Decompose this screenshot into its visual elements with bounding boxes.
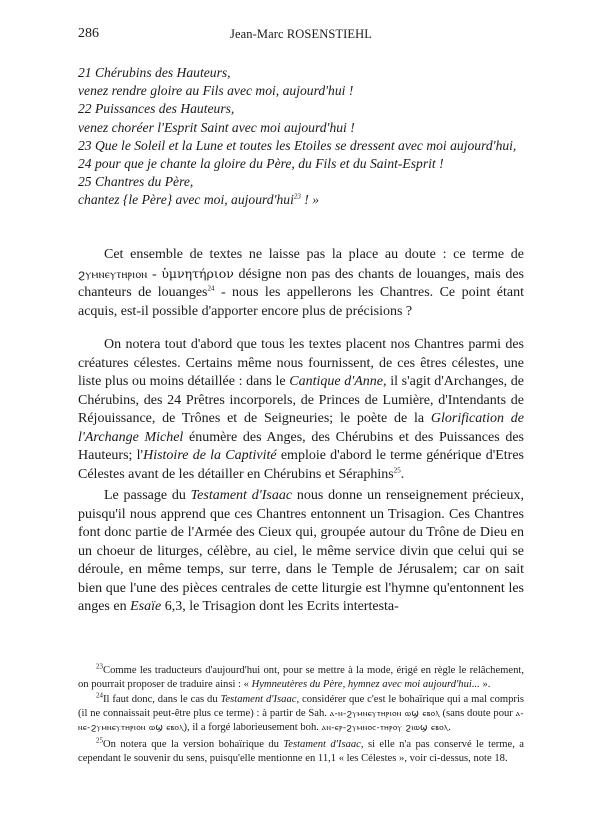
footnote-24-text-d: ), il a forgé laborieusement boh. [183,722,322,734]
p2-text-c: énumère des Anges, des Chérubins et des Puissances des Hauteurs; l' [78,429,524,463]
p2-text-e: . [400,466,405,482]
footnote-24-text-b: , considérer que c'est le bohaïrique qui a mal compris (il ne connaissait peut-être plus ce terme) : à partir de Sah. [78,694,525,719]
footnote-ref-23: 23 [293,192,301,201]
footnote-23-text: Comme les traducteurs d'aujourd'hui ont, pour se mettre à la mode, érigé en règle le relâchement, on pourrait proposer de traduire ainsi : « [78,665,524,690]
greek-term: ὑμνητήριον [161,265,234,281]
p1-sep: - [147,266,162,282]
title-cantique-anne: Cantique d'Anne [289,374,384,389]
footnote-ref-25: 25 [393,465,401,474]
hymn-quotation [78,64,524,210]
footnote-number-23: 23 [96,662,103,671]
p2-text-a: On notera tout d'abord que tous les textes placent nos Chantres parmi des créatures célestes. Certains même nous fournissent, de ces êtres célestes, une liste plus ou moins détaillée : dans le [78,337,524,389]
footnote-24-text: Il faut donc, dans le cas du [103,694,221,706]
title-testament-isaac: Testament d'Isaac [190,488,293,503]
p1-text-b: désigne non pas des chants de louanges, mais des chanteurs de louanges [78,266,524,300]
book-esaie: Esaïe [130,599,162,614]
title-glorification-michel: Glorification de l'Archange Michel [78,411,524,445]
paragraph-1 [78,246,524,321]
quote-line-8-text: chantez {le Père} avec moi, aujourd'hui [78,192,294,208]
p1-text-c: - nous les appellerons les Chantres. Ce point étant acquis, est-il possible d'apporter encore plus de précisions ? [78,285,524,319]
paragraph-2 [78,336,524,484]
quote-line-8 [78,191,524,209]
footnote-23-end: ». [479,678,491,690]
title-histoire-captivite: Histoire de la Captivité [143,448,277,463]
footnote-25 [78,738,524,765]
footnote-24-coptic-3: ⲁⲛ-ⲉⲣ-ϩⲩⲙⲛⲟⲥ-ⲧⲏⲣⲟⲩ ϩⲓⲱϣ ⲉⲃⲟⲗ [321,723,449,734]
footnote-24-coptic-2: ⲁ-ⲛⲉ-ϩⲩⲙⲛⲉⲩⲧⲏⲣⲓⲟⲛ ⲱϣ ⲉⲃⲟⲗ [78,708,524,734]
quote-line-3: 22 Puissances des Hauteurs, [78,101,235,117]
page-number: 286 [78,26,99,41]
footnote-number-25: 25 [96,736,103,745]
footnote-24-coptic-1: ⲁ-ⲛ-ϩⲩⲙⲛⲉⲩⲧⲏⲣⲓⲟⲛ ⲱϣ ⲉⲃⲟⲗ [329,708,440,719]
footnote-24 [78,693,524,736]
footnote-number-24: 24 [96,691,103,700]
quote-line-4: venez choréer l'Esprit Saint avec moi aujourd'hui ! [78,119,355,135]
page-header [78,26,524,44]
quote-line-5: 23 Que le Soleil et la Lune et toutes les Etoiles se dressent avec moi aujourd'hui, [78,137,517,153]
footnote-25-end: , si elle n'a pas conservé le terme, a cependant le souvenir du sens, puisqu'elle mentionne en 11,1 « les Célestes », voir ci-dessus, note 18. [78,738,525,764]
quote-line-8-end: ! » [300,192,319,208]
footnote-25-text: On notera que la version bohaïrique du [103,738,284,750]
footnote-23-italic: Hymneutères du Père, hymnez avec moi aujourd'hui... [251,678,480,690]
footnote-25-italic: Testament d'Isaac [283,738,361,750]
quote-line-1: 21 Chérubins des Hauteurs, [78,65,231,80]
p3-text-b: nous donne un renseignement précieux, puisqu'il nous apprend que ces Chantres entonnent un Trisagion. Ces Chantres font donc partie de l'Armée des Cieux qui, groupée autour du Trône de Dieu en un choeur de liturges, célèbre, au ciel, le même service divin que celui qui se déroule, en même temps, sur terre, dans le Temple de Jérusalem; car on sait bien que l'une des pièces centrales de cette liturgie est l'hymne qu'entonnent les anges en [78,488,524,614]
quote-line-7: 25 Chantres du Père, [78,174,194,190]
p1-text-a: Cet ensemble de textes ne laisse pas la place au doute : ce terme de [104,247,524,262]
paragraph-3 [78,487,524,617]
p2-text-d: emploie d'abord le terme générique d'Etres Célestes avant de les détailler en Chérubins et Séraphins [78,448,524,482]
running-title: Jean-Marc ROSENSTIEHL [230,27,372,41]
p3-text-c: 6,3, le Trisagion dont les Ecrits intertesta- [161,599,399,614]
footnote-ref-24: 24 [207,284,215,293]
p3-text-a: Le passage du [104,488,191,503]
footnote-24-end: . [448,722,451,734]
footnote-24-italic: Testament d'Isaac [220,694,297,706]
quote-line-6: 24 pour que je chante la gloire du Père, du Fils et du Saint-Esprit ! [78,156,444,172]
p2-text-b: , il s'agit d'Archanges, de Chérubins, des 24 Prêtres incorporels, de Princes de Lumière, d'Intendants de Réjouissance, de Trônes et de Seigneuries; le poète de la [78,374,525,426]
footnote-24-text-c: (sans doute pour [439,707,516,719]
coptic-term: ϩⲩⲙⲛⲉⲩⲧⲏⲣⲓⲟⲛ [78,266,148,281]
quote-line-2: venez rendre gloire au Fils avec moi, aujourd'hui ! [78,83,354,99]
footnotes [78,664,524,767]
footnote-23 [78,664,524,691]
